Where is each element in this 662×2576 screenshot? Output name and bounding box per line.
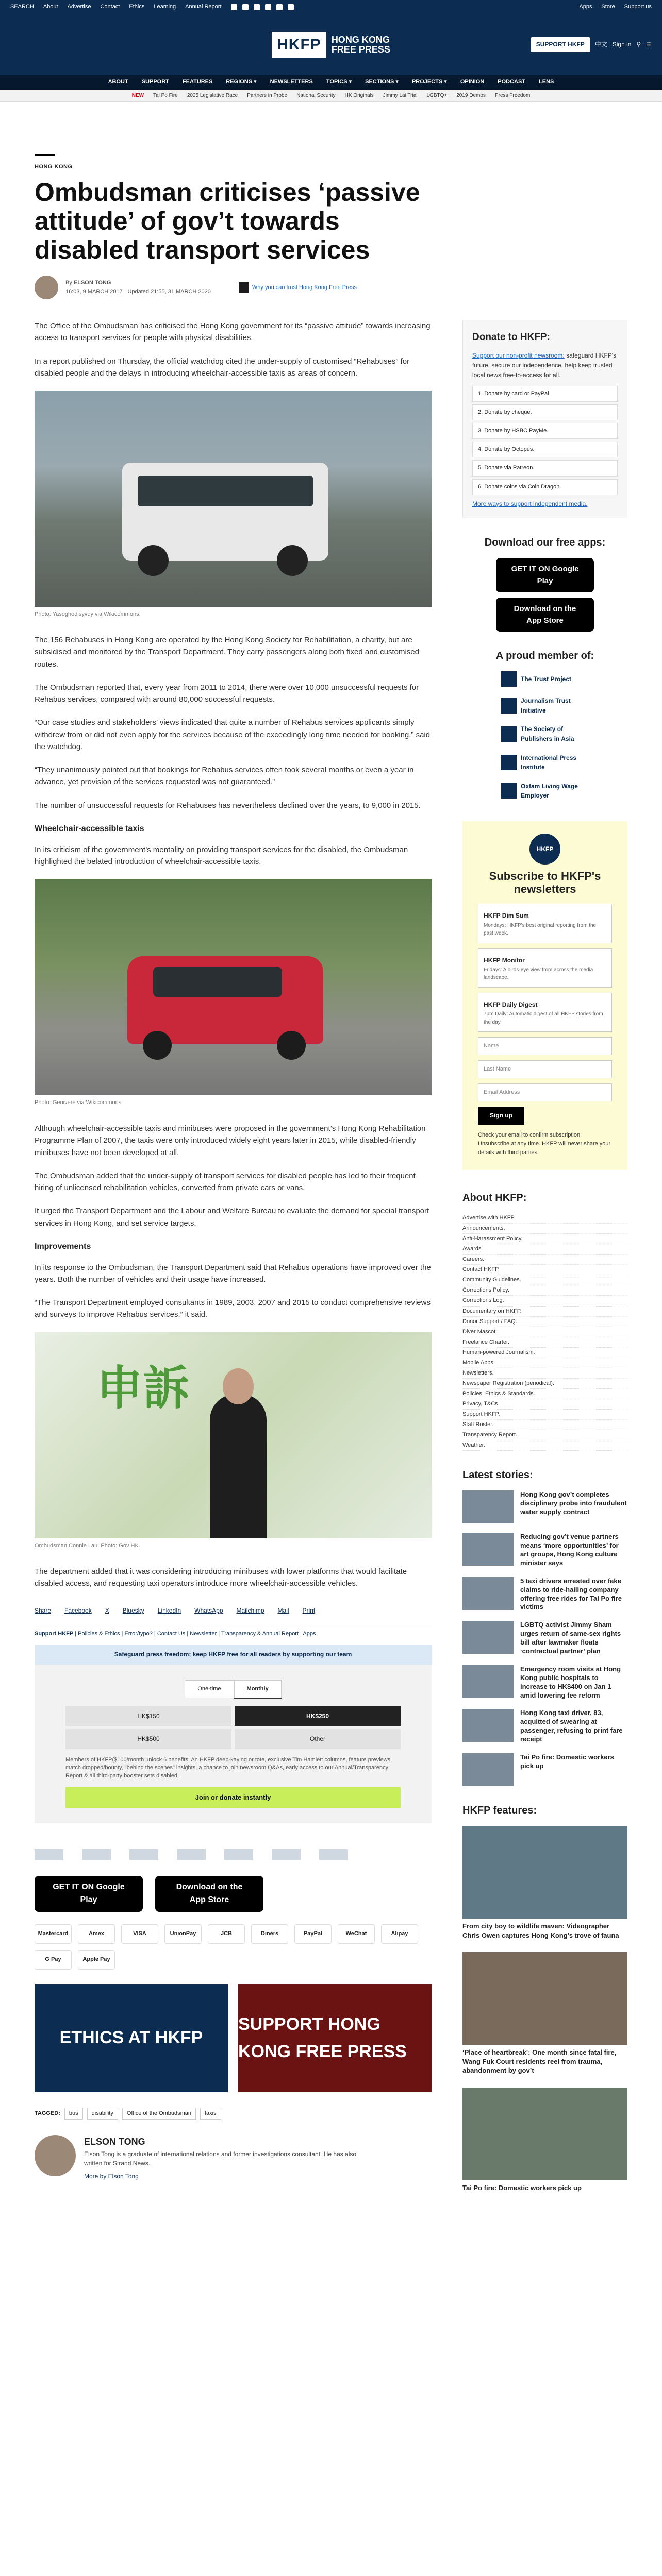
feature-image <box>462 2088 627 2180</box>
paragraph: The department added that it was considering introducing minibuses with lower platforms that would facilitate disabled access, and requesting taxi operators introduce more wheelchair-accessible vehicles. <box>35 1567 407 1588</box>
newsletter-footer: Check your email to confirm subscription. Unsubscribe at any time. HKFP will never share your details with third parties. <box>478 1131 611 1156</box>
partner-logo[interactable] <box>129 1849 158 1860</box>
donate-option[interactable]: 2. Donate by cheque. <box>472 404 618 420</box>
share-x[interactable]: X <box>105 1607 109 1615</box>
partner-logo[interactable] <box>35 1849 63 1860</box>
nav-about[interactable]: ABOUT <box>108 79 128 86</box>
partner-logo[interactable] <box>224 1849 253 1860</box>
share-mail[interactable]: Mail <box>277 1607 289 1615</box>
about-link[interactable]: Community Guidelines. <box>462 1275 627 1285</box>
donate-title: Donate to HKFP: <box>472 332 550 343</box>
donate-intro: Support our non-profit newsroom: safeguard HKFP's future, secure our independence, help keep trusted local news free-to-access for all. <box>472 352 617 379</box>
content-columns <box>35 320 627 2205</box>
paragraph: It urged the Transport Department and the Labour and Welfare Bureau to evaluate the demand for special transport services in Hong Kong, and set service targets. <box>35 1207 429 1228</box>
google-play-badge[interactable]: GET IT ON Google Play <box>35 1876 143 1912</box>
member-logo[interactable]: The Society of Publishers in Asia <box>501 724 589 743</box>
sidebar-app-badges <box>462 558 627 632</box>
ombudsman-photo <box>35 1332 432 1538</box>
contact-link[interactable]: Contact <box>100 4 120 10</box>
apps-title: Download our free apps: <box>484 537 606 549</box>
threads-icon[interactable] <box>288 4 294 10</box>
payment-logo: JCB <box>208 1924 245 1944</box>
search-link[interactable]: SEARCH <box>10 4 34 10</box>
amount-option-other[interactable]: Other <box>235 1729 401 1749</box>
story-thumb <box>462 1665 514 1698</box>
payment-logo: UnionPay <box>164 1924 202 1944</box>
instagram-icon[interactable] <box>254 4 260 10</box>
frequency-toggle <box>65 1680 401 1698</box>
footer-link[interactable]: Contact Us <box>157 1630 186 1637</box>
one-time-option[interactable]: One-time <box>185 1680 234 1698</box>
partner-logo[interactable] <box>272 1849 301 1860</box>
payment-logo: Alipay <box>381 1924 418 1944</box>
trending-item[interactable]: Tai Po Fire <box>153 92 178 98</box>
member-logo[interactable]: Journalism Trust Initiative <box>501 696 589 715</box>
story-item[interactable]: Reducing gov’t venue partners means ‘more opportunities’ for art groups, Hong Kong culture minister says <box>462 1533 627 1568</box>
paragraph: In a report published on Thursday, the official watchdog cited the under-supply of customised “Rehabuses” for disabled people and the delays in introducing wheelchair-accessible taxis as areas of concern. <box>35 357 410 378</box>
promo-banners <box>35 1984 432 2092</box>
feature-item[interactable]: Tai Po fire: Domestic workers pick up <box>462 2088 627 2193</box>
nav-podcast[interactable]: PODCAST <box>498 79 526 86</box>
payment-logo: Apple Pay <box>78 1950 115 1970</box>
author-bio: Elson Tong is a graduate of international relations and former investigations consultant. He has also written for Strand News. <box>84 2150 357 2167</box>
about-link[interactable]: Support HKFP. <box>462 1410 627 1420</box>
ethics-link[interactable]: Ethics <box>129 4 145 10</box>
sidebar <box>462 320 627 2205</box>
trust-link-label: Why you can trust Hong Kong Free Press <box>252 284 357 291</box>
story-thumb <box>462 1533 514 1566</box>
share-print[interactable]: Print <box>302 1607 316 1615</box>
footer-link[interactable]: Error/typo? <box>124 1630 153 1637</box>
donate-option[interactable]: 3. Donate by HSBC PayMe. <box>472 423 618 439</box>
support-hkfp-button[interactable]: SUPPORT HKFP <box>531 37 590 52</box>
title-rule <box>35 154 55 156</box>
trending-item[interactable]: LGBTQ+ <box>426 92 448 98</box>
story-thumb <box>462 1490 514 1523</box>
paragraph: In its criticism of the government’s mentality on providing transport services for the disabled, the Ombudsman highlighted the belated introduction of wheelchair-accessible taxis. <box>35 845 408 866</box>
youtube-icon[interactable] <box>265 4 271 10</box>
logo-mark: HKFP <box>272 32 326 58</box>
ethics-promo[interactable]: ETHICS AT HKFP <box>35 1984 228 2092</box>
menu-icon[interactable]: ☰ <box>646 41 652 48</box>
trending-item[interactable]: HK Originals <box>344 92 374 98</box>
apps-link[interactable]: Apps <box>579 4 592 10</box>
payment-logo: PayPal <box>294 1924 332 1944</box>
nav-opinion[interactable]: OPINION <box>460 79 485 86</box>
app-badges <box>35 1876 432 1912</box>
newsletter-option[interactable]: HKFP Monitor Fridays: A birds-eye view from across the media landscape. <box>478 948 612 988</box>
logo-wordmark: HONG KONG FREE PRESS <box>331 35 390 55</box>
nav-features[interactable]: FEATURES <box>182 79 213 86</box>
taxi-photo <box>35 879 432 1095</box>
photo-caption: Photo: Genivere via Wikicommons. <box>35 1099 123 1106</box>
author-avatar[interactable] <box>35 276 58 299</box>
first-name-input[interactable]: Name <box>478 1037 612 1055</box>
paragraph: The 156 Rehabuses in Hong Kong are operated by the Hong Kong Society for Rehabilitation, a charity, but are subsidised and monitored by the Transport Department. They carry passengers along both fixed and customised routes. <box>35 636 419 669</box>
support-promo[interactable]: SUPPORT HONG KONG FREE PRESS <box>238 1984 432 2092</box>
about-link[interactable]: Newsletters. <box>462 1368 627 1379</box>
tags-label: TAGGED: <box>35 2110 60 2116</box>
about-link[interactable]: Careers. <box>462 1255 627 1265</box>
top-links <box>10 3 294 11</box>
nav-sections[interactable]: SECTIONS ▾ <box>365 79 399 86</box>
paragraph: “Our case studies and stakeholders’ views indicated that quite a number of Rehabus services applicants simply withdrew from or did not even apply for the services because of the exceedingly long time needed for booking,” said the watchdog. <box>35 718 431 751</box>
latest-title: Latest stories: <box>462 1469 533 1481</box>
nav-support[interactable]: SUPPORT <box>141 79 169 86</box>
payment-logo: WeChat <box>338 1924 375 1944</box>
about-link[interactable]: Transparency Report. <box>462 1430 627 1440</box>
partner-logo[interactable] <box>82 1849 111 1860</box>
nav-lens[interactable]: LENS <box>539 79 554 86</box>
google-play-badge[interactable]: GET IT ON Google Play <box>496 558 594 592</box>
story-item[interactable]: Tai Po fire: Domestic workers pick up <box>462 1753 627 1786</box>
trending-item[interactable]: Press Freedom <box>494 92 531 98</box>
top-utility-bar <box>0 0 662 14</box>
tag[interactable]: disability <box>87 2108 118 2120</box>
email-input[interactable]: Email Address <box>478 1083 612 1101</box>
support-banner[interactable]: Safeguard press freedom; keep HKFP free for all readers by supporting our team <box>35 1645 432 1665</box>
tag[interactable]: Office of the Ombudsman <box>122 2108 196 2120</box>
feature-item[interactable]: ‘Place of heartbreak’: One month since fatal fire, Wang Fuk Court residents reel from trauma, abandonment by gov’t <box>462 1952 627 2075</box>
support-us-link[interactable]: Support us <box>624 4 652 10</box>
paragraph: Although wheelchair-accessible taxis and minibuses were proposed in the government’s Hong Kong Rehabilitation Programme Plan of 2007, the taxis were only introduced widely eight years later in 2015, while disabled-friendly minibuses have not been developed at all. <box>35 1124 426 1157</box>
photo-caption: Photo: Yasoghodjsyvoy via Wikicommons. <box>35 611 141 618</box>
donate-box <box>462 320 627 518</box>
more-ways-link[interactable]: More ways to support independent media. <box>472 500 588 507</box>
author-box-name[interactable]: ELSON TONG <box>84 2136 145 2147</box>
feature-item[interactable]: From city boy to wildlife maven: Videographer Chris Owen captures Hong Kong’s trove of fauna <box>462 1826 627 1940</box>
feature-image <box>462 1952 627 2045</box>
about-link[interactable]: Advertise with HKFP. <box>462 1213 627 1224</box>
social-icons <box>231 4 294 10</box>
trending-item[interactable]: National Security <box>296 92 336 98</box>
story-thumb <box>462 1709 514 1742</box>
paragraph: The Office of the Ombudsman has criticised the Hong Kong government for its “passive attitude” towards increasing access to transport services for people with physical disabilities. <box>35 321 431 343</box>
hkfp-features <box>462 1803 627 2192</box>
footer-link[interactable]: Transparency & Annual Report <box>221 1630 299 1637</box>
header-actions <box>531 37 652 52</box>
payment-logo: Diners <box>251 1924 288 1944</box>
monthly-option[interactable]: Monthly <box>234 1680 282 1698</box>
photo-sign-text: 申訴 <box>96 1362 189 1414</box>
nav-projects[interactable]: PROJECTS ▾ <box>411 79 447 86</box>
membership-note: Members of HKFP($100/month unlock 6 benefits: An HKFP deep-kaying or tote, exclusive Tim Hamlett columns, feature previews, match dropped/bounty, "behind the scenes" insights, a chance to join newsroom Q&As, early access to our Annual/Transparency Report & all third-party booster sets disabled. <box>65 1756 392 1779</box>
paragraph: The number of unsuccessful requests for Rehabuses has nevertheless declined over the years, to 9,000 in 2015. <box>35 801 421 810</box>
about-link[interactable]: Staff Roster. <box>462 1420 627 1430</box>
sign-in-link[interactable]: Sign in <box>612 41 632 48</box>
donate-option[interactable]: 5. Donate via Patreon. <box>472 460 618 476</box>
about-list <box>462 1213 627 1451</box>
about-title: About HKFP: <box>462 1192 527 1204</box>
amount-option[interactable]: HK$500 <box>65 1729 231 1749</box>
newsletter-box <box>462 821 627 1170</box>
page-wrapper <box>35 154 627 2205</box>
about-link[interactable]: Donor Support / FAQ. <box>462 1317 627 1327</box>
paragraph: In its response to the Ombudsman, the Transport Department said that Rehabus operations have improved over the years. Both the number of vehicles and their usage have increased. <box>35 1263 431 1284</box>
footer-link[interactable]: Newsletter <box>190 1630 217 1637</box>
footer-links: Support HKFP | Policies & Ethics | Error/typo? | Contact Us | Newsletter | Transparency & Annual Report | Apps <box>35 1624 432 1638</box>
story-item[interactable]: Hong Kong gov’t completes disciplinary probe into fraudulent water supply contract <box>462 1490 627 1523</box>
amount-grid <box>65 1706 401 1749</box>
about-link[interactable]: Newspaper Registration (periodical). <box>462 1379 627 1389</box>
about-link[interactable]: Human-powered Journalism. <box>462 1348 627 1358</box>
article-category[interactable]: HONG KONG <box>35 164 73 170</box>
facebook-icon[interactable] <box>231 4 237 10</box>
email-icon[interactable] <box>276 4 283 10</box>
share-bar <box>35 1601 432 1616</box>
member-logos <box>462 671 627 801</box>
footer-link[interactable]: Apps <box>303 1630 316 1637</box>
article-title: Ombudsman criticises ‘passive attitude’ of gov’t towards disabled transport services <box>35 178 420 265</box>
support-link[interactable]: Support HKFP <box>35 1630 74 1637</box>
about-link[interactable]: Corrections Policy. <box>462 1285 627 1296</box>
partner-logo[interactable] <box>319 1849 348 1860</box>
share-facebook[interactable]: Facebook <box>64 1607 92 1615</box>
byline-text <box>65 279 211 296</box>
new-label: NEW <box>131 92 144 98</box>
nav-regions[interactable]: REGIONS ▾ <box>226 79 257 86</box>
x-icon[interactable] <box>242 4 249 10</box>
author-box <box>35 2135 432 2181</box>
byline <box>35 276 627 299</box>
latest-stories <box>462 1467 627 1786</box>
payment-logo: Mastercard <box>35 1924 72 1944</box>
trending-item[interactable]: 2025 Legislative Race <box>187 92 238 98</box>
paragraph: The Ombudsman reported that, every year from 2011 to 2014, there were over 10,000 unsuccessful requests for Rehabus services, compared with around 80,000 successful requests. <box>35 683 419 704</box>
about-link[interactable]: Announcements. <box>462 1224 627 1234</box>
partner-logo[interactable] <box>177 1849 206 1860</box>
main-nav <box>0 75 662 90</box>
article-date: 16:03, 9 MARCH 2017 · Updated 21:55, 31 MARCH 2020 <box>65 289 211 295</box>
story-thumb <box>462 1753 514 1786</box>
trending-nav <box>0 90 662 102</box>
advertise-link[interactable]: Advertise <box>67 4 91 10</box>
author-avatar-large[interactable] <box>35 2135 76 2176</box>
store-link[interactable]: Store <box>601 4 615 10</box>
more-by-author-link[interactable]: More by Elson Tong <box>84 2172 139 2180</box>
story-thumb <box>462 1621 514 1654</box>
donate-option[interactable]: 1. Donate by card or PayPal. <box>472 386 618 402</box>
byline-prefix: By <box>65 280 72 286</box>
language-switch[interactable]: 中文 <box>594 41 607 48</box>
newsletter-badge: HKFP <box>529 834 560 865</box>
tag-list <box>35 2108 432 2120</box>
about-link[interactable]: Corrections Log. <box>462 1296 627 1306</box>
share-linkedin[interactable]: LinkedIn <box>157 1607 181 1615</box>
about-link[interactable]: Privacy, T&Cs. <box>462 1399 627 1410</box>
photo-caption: Ombudsman Connie Lau. Photo: Gov HK. <box>35 1542 140 1549</box>
story-item[interactable]: Emergency room visits at Hong Kong public hospitals to increase to HK$400 on Jan 1 amid lowering fee reform <box>462 1665 627 1700</box>
share-label: Share <box>35 1607 52 1615</box>
nav-newsletters[interactable]: NEWSLETTERS <box>270 79 313 86</box>
member-logo[interactable]: Oxfam Living Wage Employer <box>501 782 589 801</box>
rehabus-photo <box>35 391 432 607</box>
top-links-right <box>579 3 652 11</box>
annual-report-link[interactable]: Annual Report <box>185 4 222 10</box>
site-header <box>0 14 662 75</box>
newsletter-option[interactable]: HKFP Daily Digest 7pm Daily: Automatic digest of all HKFP stories from the day. <box>478 993 612 1032</box>
learning-link[interactable]: Learning <box>154 4 176 10</box>
about-link[interactable]: Documentary on HKFP. <box>462 1307 627 1317</box>
trust-project-link[interactable] <box>239 282 357 293</box>
member-logo[interactable]: International Press Institute <box>501 753 589 772</box>
about-link[interactable]: About <box>43 4 58 10</box>
section-heading: Wheelchair-accessible taxis <box>35 824 144 833</box>
tag[interactable]: bus <box>64 2108 83 2120</box>
paragraph: “They unanimously pointed out that bookings for Rehabus services often took several months or even a year in advance, yet provision of the services requested was not guaranteed.” <box>35 766 414 787</box>
about-link[interactable]: Awards. <box>462 1244 627 1255</box>
donate-option[interactable]: 4. Donate by Octopus. <box>472 442 618 457</box>
trending-item[interactable]: Jimmy Lai Trial <box>383 92 418 98</box>
amount-option-selected[interactable]: HK$250 <box>235 1706 401 1726</box>
article-body <box>35 320 432 2205</box>
story-item[interactable]: Hong Kong taxi driver, 83, acquitted of swearing at passenger, refusing to print fare receipt <box>462 1709 627 1744</box>
feature-image <box>462 1826 627 1919</box>
app-store-badge[interactable]: Download on the App Store <box>496 598 594 632</box>
trust-project-icon <box>239 282 249 293</box>
section-heading: Improvements <box>35 1242 91 1251</box>
trending-item[interactable]: 2019 Demos <box>456 92 486 98</box>
about-section <box>462 1190 627 1451</box>
member-logo[interactable]: The Trust Project <box>501 671 589 687</box>
share-mailchimp[interactable]: Mailchimp <box>236 1607 264 1615</box>
about-link[interactable]: Policies, Ethics & Standards. <box>462 1389 627 1399</box>
about-link[interactable]: Anti-Harassment Policy. <box>462 1234 627 1244</box>
newsletter-option[interactable]: HKFP Dim Sum Mondays: HKFP's best original reporting from the past week. <box>478 904 612 943</box>
trending-item[interactable]: Partners in Probe <box>247 92 288 98</box>
donate-intro-link[interactable]: Support our non-profit newsroom: <box>472 352 565 360</box>
payment-methods <box>35 1924 432 1970</box>
payment-logo: VISA <box>121 1924 158 1944</box>
share-bluesky[interactable]: Bluesky <box>122 1607 144 1615</box>
site-logo[interactable] <box>272 32 390 58</box>
features-title: HKFP features: <box>462 1805 537 1816</box>
share-whatsapp[interactable]: WhatsApp <box>194 1607 223 1615</box>
story-item[interactable]: 5 taxi drivers arrested over fake claims to ride-hailing company offering free rides for Tai Po fire victims <box>462 1577 627 1612</box>
payment-logo: G Pay <box>35 1950 72 1970</box>
nav-topics[interactable]: TOPICS ▾ <box>326 79 352 86</box>
about-link[interactable]: Freelance Charter. <box>462 1337 627 1348</box>
app-store-badge[interactable]: Download on the App Store <box>155 1876 263 1912</box>
about-link[interactable]: Mobile Apps. <box>462 1358 627 1368</box>
donate-widget <box>35 1665 432 1824</box>
amount-option[interactable]: HK$150 <box>65 1706 231 1726</box>
about-link[interactable]: Contact HKFP. <box>462 1265 627 1275</box>
join-donate-button[interactable]: Join or donate instantly <box>65 1787 401 1808</box>
search-icon[interactable]: ⚲ <box>636 41 641 48</box>
newsletter-title: Subscribe to HKFP's newsletters <box>489 869 601 896</box>
payment-logo: Amex <box>78 1924 115 1944</box>
paragraph: The Ombudsman added that the under-supply of transport services for disabled people has led to their frequent hiring of unlicensed rehabilitation vehicles, converted from private cars or vans. <box>35 1171 416 1193</box>
sign-up-button[interactable]: Sign up <box>478 1107 524 1125</box>
about-link[interactable]: Weather. <box>462 1440 627 1451</box>
tag[interactable]: taxis <box>200 2108 221 2120</box>
author-name[interactable]: ELSON TONG <box>73 280 111 286</box>
member-title: A proud member of: <box>495 650 594 662</box>
story-item[interactable]: LGBTQ activist Jimmy Sham urges return of same-sex rights bill after lawmaker floats ‘contractual partner’ plan <box>462 1621 627 1656</box>
last-name-input[interactable]: Last Name <box>478 1060 612 1078</box>
footer-link[interactable]: Policies & Ethics <box>78 1630 120 1637</box>
about-link[interactable]: Diver Mascot. <box>462 1327 627 1337</box>
paragraph: “The Transport Department employed consultants in 1989, 2003, 2007 and 2015 to conduct comprehensive reviews and surveys to improve Rehabus services,” it said. <box>35 1298 431 1319</box>
story-thumb <box>462 1577 514 1610</box>
partner-logos <box>35 1844 432 1866</box>
donate-option[interactable]: 6. Donate coins via Coin Dragon. <box>472 479 618 495</box>
